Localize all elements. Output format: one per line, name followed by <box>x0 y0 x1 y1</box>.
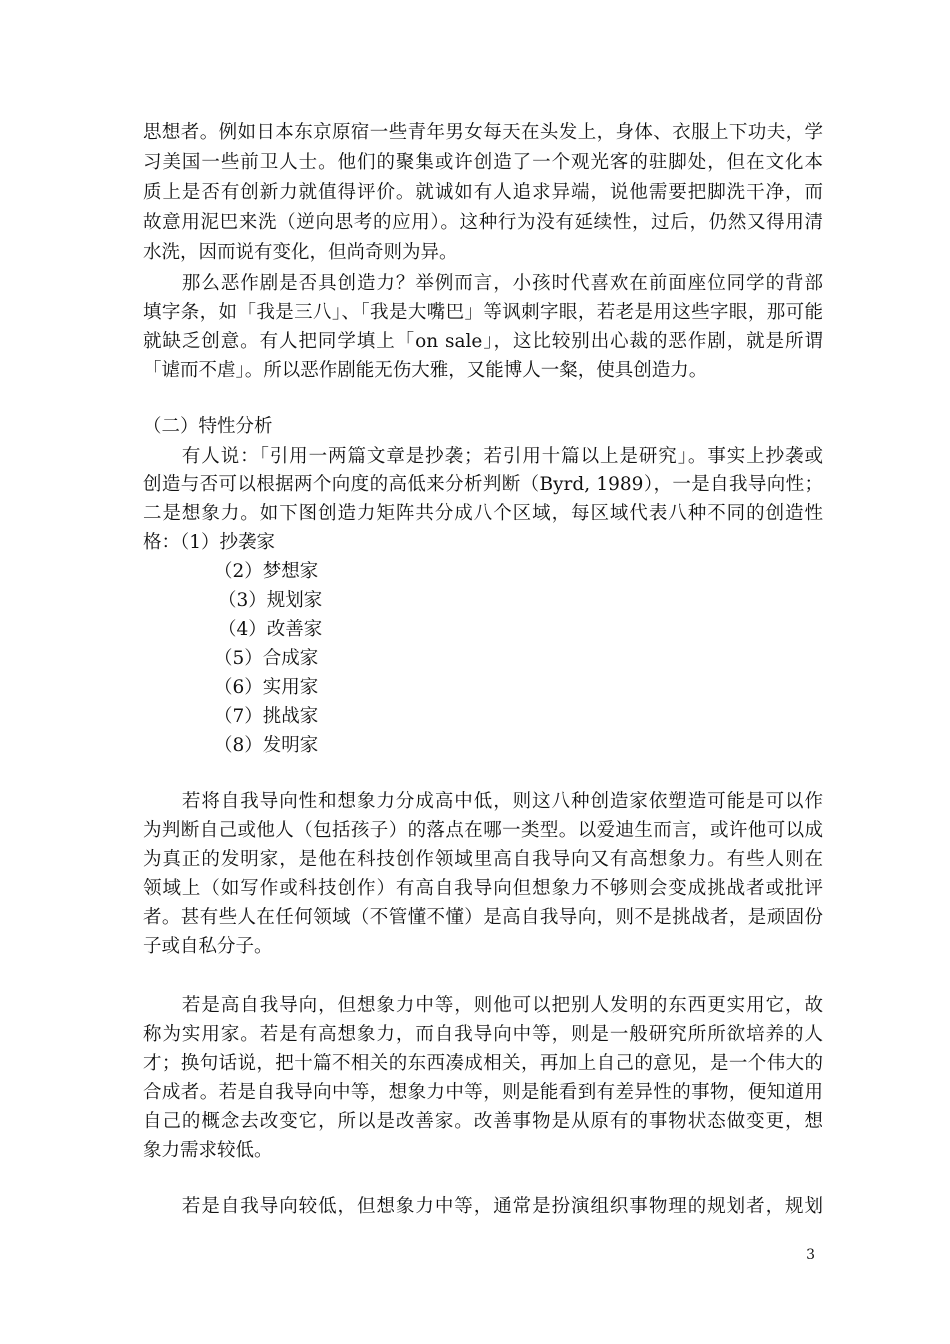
text-line: 水洗，因而说有变化，但尚奇则为异。 <box>143 242 458 263</box>
text-line: 填字条，如「我是三八」、「我是大嘴巴」等讽刺字眼，若老是用这些字眼，那可能 <box>143 302 823 323</box>
list-item: （6）实用家 <box>214 677 319 698</box>
text-line: 习美国一些前卫人士。他们的聚集或许创造了一个观光客的驻脚处，但在文化本 <box>143 152 823 173</box>
text-line: 二是想象力。如下图创造力矩阵共分成八个区域，每区域代表八种不同的创造性 <box>143 503 823 524</box>
text-line: 若将自我导向性和想象力分成高中低，则这八种创造家依塑造可能是可以作 <box>143 791 823 812</box>
text-line: 有人说：「引用一两篇文章是抄袭；若引用十篇以上是研究」。事实上抄袭或 <box>143 446 823 467</box>
text-line: 为真正的发明家，是他在科技创作领域里高自我导向又有高想象力。有些人则在 <box>143 849 823 870</box>
text-line: 若是高自我导向，但想象力中等，则他可以把别人发明的东西更实用它，故 <box>143 995 823 1016</box>
list-item: （7）挑战家 <box>214 706 319 727</box>
page-number: 3 <box>806 1247 815 1263</box>
text-line: 思想者。例如日本东京原宿一些青年男女每天在头发上，身体、衣服上下功夫，学 <box>143 122 823 143</box>
text-line: 者。甚有些人在任何领域（不管懂不懂）是高自我导向，则不是挑战者，是顽固份 <box>143 907 823 928</box>
text-line: 子或自私分子。 <box>143 936 273 957</box>
list-item: （5）合成家 <box>214 648 319 669</box>
section-heading: （二）特性分析 <box>143 416 273 437</box>
text-line: 象力需求较低。 <box>143 1140 273 1161</box>
text-line: 领域上（如写作或科技创作）有高自我导向但想象力不够则会变成挑战者或批评 <box>143 878 823 899</box>
text-line: 若是自我导向较低，但想象力中等，通常是扮演组织事物理的规划者，规划 <box>143 1196 823 1217</box>
text-line: 称为实用家。若是有高想象力，而自我导向中等，则是一般研究所所欲培养的人 <box>143 1024 823 1045</box>
text-line: 那么恶作剧是否具创造力？举例而言，小孩时代喜欢在前面座位同学的背部 <box>143 273 823 294</box>
text-line: 才；换句话说，把十篇不相关的东西凑成相关，再加上自己的意见，是一个伟大的 <box>143 1053 823 1074</box>
text-line: 质上是否有创新力就值得评价。就诚如有人追求异端，说他需要把脚洗干净，而 <box>143 182 823 203</box>
text-line: 为判断自己或他人（包括孩子）的落点在哪一类型。以爱迪生而言，或许他可以成 <box>143 820 823 841</box>
text-line: 创造与否可以根据两个向度的高低来分析判断（Byrd, 1989），一是自我导向性； <box>143 474 823 495</box>
list-item: （8）发明家 <box>214 735 319 756</box>
list-item: （4）改善家 <box>218 619 323 640</box>
text-line: 合成者。若是自我导向中等，想象力中等，则是能看到有差异性的事物，便知道用 <box>143 1082 823 1103</box>
text-line: 格：（1）抄袭家 <box>143 532 276 553</box>
text-line: 「谑而不虐」。所以恶作剧能无伤大雅，又能博人一粲，使具创造力。 <box>143 360 708 381</box>
text-line: 自己的概念去改变它，所以是改善家。改善事物是从原有的事物状态做变更，想 <box>143 1111 823 1132</box>
list-item: （2）梦想家 <box>214 561 319 582</box>
text-line: 故意用泥巴来洗（逆向思考的应用）。这种行为没有延续性，过后，仍然又得用清 <box>143 212 823 233</box>
list-item: （3）规划家 <box>218 590 323 611</box>
text-line: 就缺乏创意。有人把同学填上「on sale」，这比较别出心裁的恶作剧，就是所谓 <box>143 331 823 352</box>
